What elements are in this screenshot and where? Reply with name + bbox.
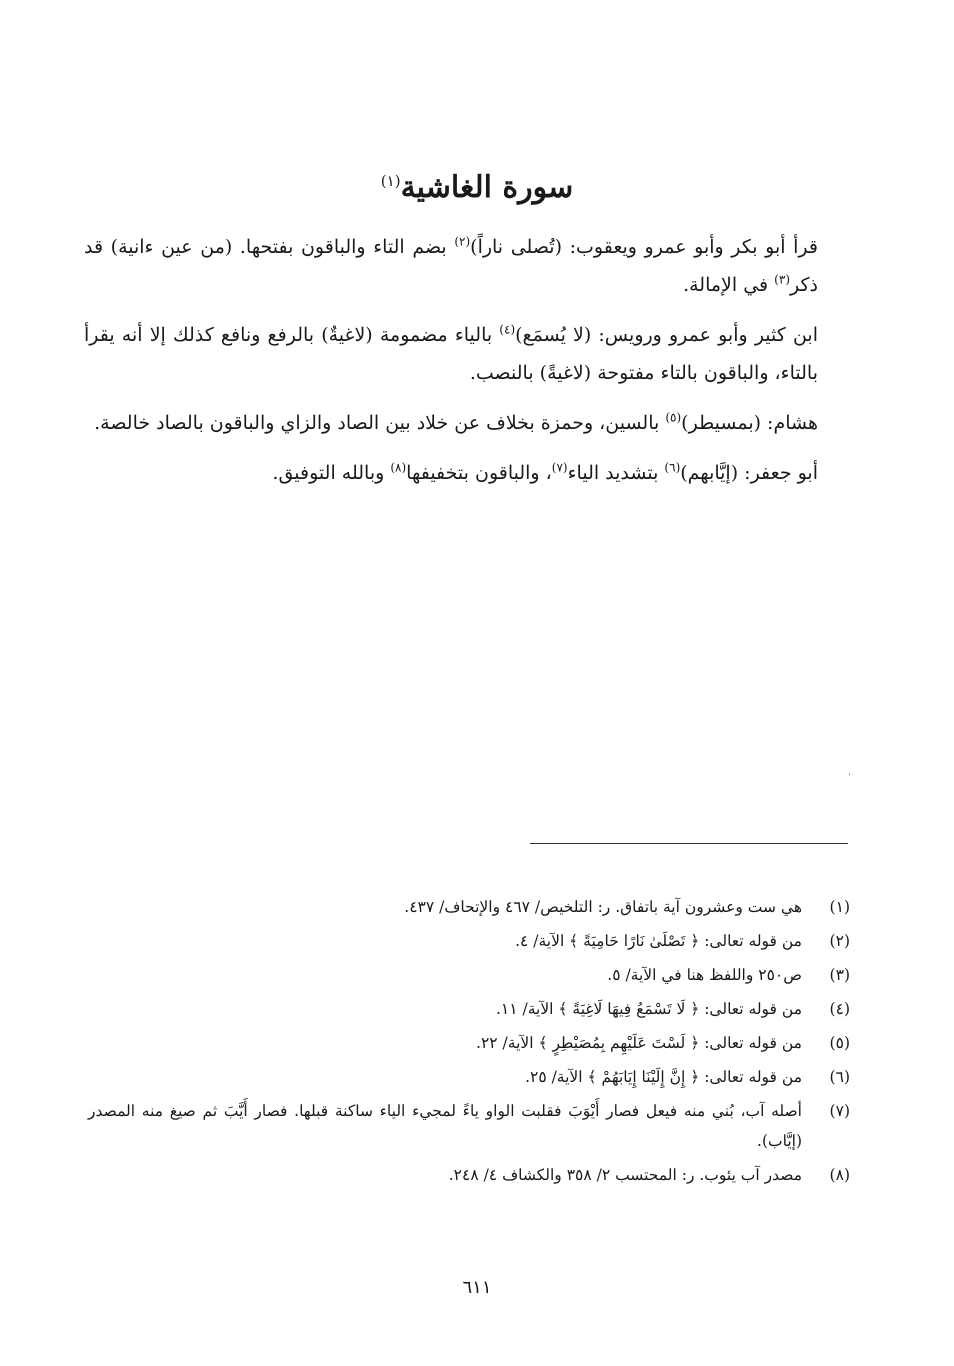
paragraph-text: هشام: (بمسيطر) (681, 412, 818, 434)
footnote-number: (٨) (829, 1166, 850, 1184)
footnote-text: ص٢٥٠ واللفظ هنا في الآية/ ٥. (607, 966, 802, 984)
footnote (88, 1160, 850, 1190)
paragraph-text: ابن كثير وأبو عمرو ورويس: (لا يُسمَع) (515, 324, 818, 346)
footnote-number: (٤) (829, 1000, 850, 1018)
paragraph-text: بالسين، وحمزة بخلاف عن خلاد بين الصاد والزاي والباقون بالصاد خالصة. (94, 412, 666, 434)
footnote-text: أصله آب، بُني منه فيعل فصار أَيْوَبَ فقلبت الواو ياءً لمجيء الياء ساكنة قبلها. فصار أَيَّبَ ثم صيغ منه المصدر (إيَّاب). (88, 1102, 802, 1150)
footnote (88, 960, 850, 990)
footnote (88, 926, 850, 956)
paragraph (84, 404, 818, 442)
footnote (88, 1096, 850, 1156)
footnote-number: (٥) (829, 1034, 850, 1052)
paragraph-text: بتشديد الياء (567, 462, 665, 484)
footnotes (88, 892, 850, 1194)
footnote-text: من قوله تعالى: ﴿ لَا تَسْمَعُ فِيهَا لَاغِيَةً ﴾ الآية/ ١١. (495, 1000, 802, 1018)
paragraph (84, 316, 818, 392)
footnote-separator (530, 843, 848, 844)
page-number: ٦١١ (462, 1277, 492, 1298)
paragraph-text: وبالله التوفيق. (272, 462, 391, 484)
paragraph-text: ، والباقون بتخفيفها (406, 462, 552, 484)
footnote-ref: (٦) (664, 460, 681, 475)
paragraph-text: في الإمالة. (683, 274, 775, 296)
paragraph-text: بالياء مضمومة (لاغيةٌ) بالرفع ونافع كذلك إلا أنه يقرأ بالتاء، والباقون بالتاء مفتوحة (لاغيةً) بالنصب. (84, 324, 818, 384)
paragraph (84, 454, 818, 492)
footnote-text: هي ست وعشرون آية باتفاق. ر: التلخيص/ ٤٦٧ والإتحاف/ ٤٣٧. (404, 898, 802, 916)
footnote-ref: (٧) (551, 460, 568, 475)
footnote-number: (٧) (829, 1102, 850, 1120)
surah-title-note: (١) (380, 172, 401, 190)
footnote-text: من قوله تعالى: ﴿ تَصْلَىٰ نَارًا حَامِيَةً ﴾ الآية/ ٤. (515, 932, 802, 950)
footnote (88, 892, 850, 922)
footnote-ref: (٢) (454, 234, 471, 249)
paragraph-text: قرأ أبو بكر وأبو عمرو ويعقوب: (تُصلى ناراً) (470, 236, 818, 258)
footnote-text: مصدر آب يئوب. ر: المحتسب ٢/ ٣٥٨ والكشاف ٤/ ٢٤٨. (448, 1166, 802, 1184)
footnote (88, 1062, 850, 1092)
footnote (88, 994, 850, 1024)
footnote-number: (٦) (829, 1068, 850, 1086)
footnote-ref: (٥) (665, 410, 682, 425)
surah-title-text: سورة الغاشية (400, 170, 574, 205)
footnote-number: (١) (829, 898, 850, 916)
footnote-ref: (٣) (774, 272, 790, 287)
paragraph (84, 228, 818, 304)
footnote-text: من قوله تعالى: ﴿ إِنَّ إِلَيْنَا إِيَابَهُمْ ﴾ الآية/ ٢٥. (525, 1068, 802, 1086)
footnote-ref: (٤) (499, 322, 516, 337)
footnote-number: (٢) (829, 932, 850, 950)
footnote-text: من قوله تعالى: ﴿ لَسْتَ عَلَيْهِم بِمُصَيْطِرٍ ﴾ الآية/ ٢٢. (476, 1034, 802, 1052)
paragraph-text: بضم التاء والباقون بفتحها. (من عين ءانية) قد ذكر (84, 236, 818, 296)
paragraph-text: أبو جعفر: (إيَّابهم) (680, 462, 818, 484)
ink-speck (849, 773, 850, 775)
footnote (88, 1028, 850, 1058)
main-text (84, 228, 818, 504)
footnote-number: (٣) (829, 966, 850, 984)
footnote-ref: (٨) (390, 460, 407, 475)
surah-title (0, 170, 954, 206)
